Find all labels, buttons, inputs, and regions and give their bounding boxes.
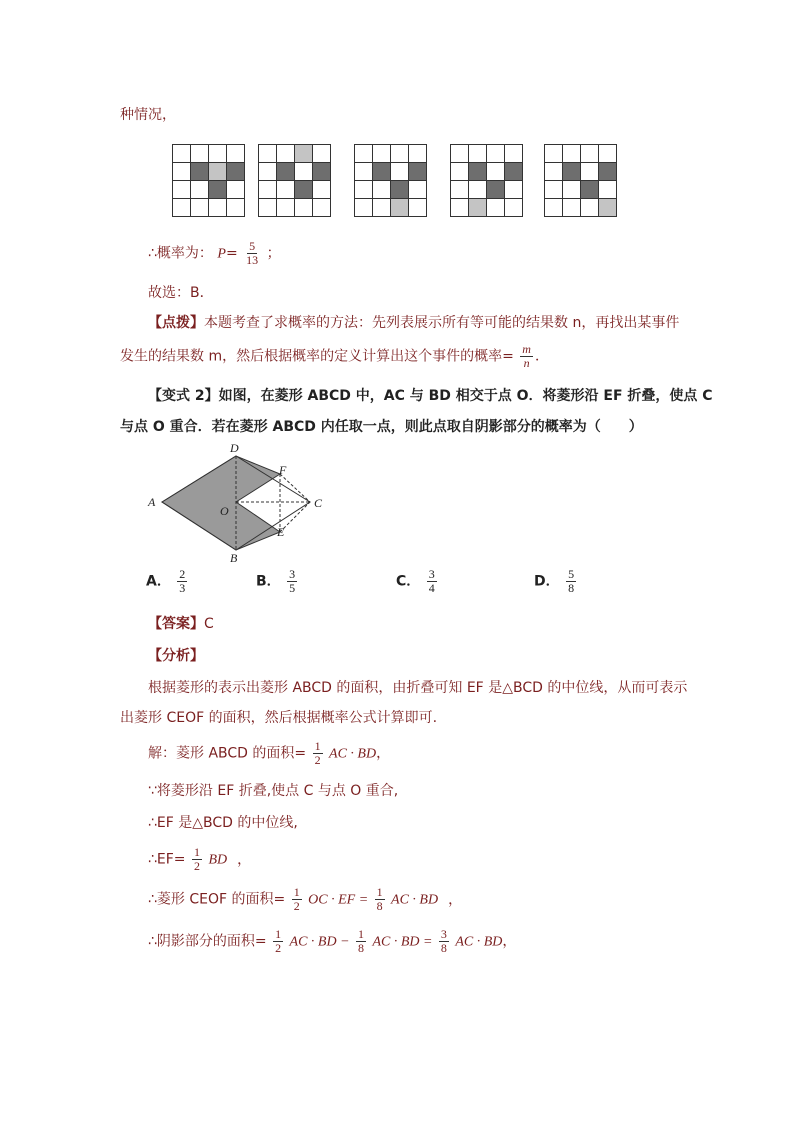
grid-cell (409, 199, 427, 217)
grid-cell (391, 163, 409, 181)
probability-prefix: ∴概率为： (148, 245, 213, 262)
option-letter: C． (396, 573, 421, 590)
fraction-numerator: 1 (314, 739, 321, 753)
math-expression: OC · EF = (308, 892, 369, 908)
step-end: ， (448, 891, 463, 908)
grid-cell (409, 181, 427, 199)
shaded-cell (563, 163, 581, 181)
grid-cell (599, 181, 617, 199)
eighth-fraction (356, 928, 366, 955)
probability-suffix: ； (266, 245, 281, 262)
fraction-numerator: 5 (249, 239, 256, 253)
grid-figure-4 (450, 144, 523, 217)
step-text: ∴菱形 CEOF 的面积= (148, 891, 286, 908)
grid-cell (355, 145, 373, 163)
grid-cell (451, 199, 469, 217)
grid-cell (409, 145, 427, 163)
grid-cell (355, 181, 373, 199)
math-expression: AC · BD = (372, 934, 433, 950)
probability-line (148, 240, 281, 267)
math-expression: AC · BD − (289, 934, 350, 950)
label-c: C (314, 496, 323, 510)
choose-line: 故选：B． (148, 285, 214, 301)
fraction-numerator: 1 (358, 927, 364, 941)
grid-figure-3 (354, 144, 427, 217)
fraction-numerator: 3 (289, 567, 296, 581)
grid-figure-5 (544, 144, 617, 217)
fraction-numerator: 3 (428, 567, 435, 581)
solution-step-5 (148, 886, 462, 913)
hint-end: ． (534, 348, 549, 365)
three-eighths-fraction (439, 928, 449, 955)
fraction-numerator: 3 (440, 927, 447, 941)
grid-cell (313, 145, 331, 163)
grid-cell (505, 199, 523, 217)
question-line-2: 与点 O 重合．若在菱形 ABCD 内任取一点，则此点取自阴影部分的概率为（ ） (120, 419, 643, 435)
grid-cell (599, 145, 617, 163)
grid-cell (191, 199, 209, 217)
grid-cell (469, 181, 487, 199)
shaded-cell (581, 181, 599, 199)
fraction-denominator: 4 (428, 581, 435, 595)
grid-cell (313, 181, 331, 199)
step-text: ∴EF= (148, 851, 186, 868)
label-e: E (277, 525, 285, 539)
edge-fc (280, 474, 310, 502)
math-expression: AC · BD (391, 892, 439, 908)
hint-tag: 【点拨】 (148, 315, 204, 331)
option-fraction (427, 568, 437, 595)
fraction-denominator: 8 (568, 581, 575, 595)
grid-cell (277, 199, 295, 217)
grid-cell (545, 181, 563, 199)
intro-text: 种情况， (120, 107, 176, 123)
fraction-denominator: 2 (275, 941, 282, 955)
grid-cell (191, 145, 209, 163)
math-expression: AC · BD (455, 934, 503, 950)
option-fraction (566, 568, 576, 595)
label-a: A (148, 495, 156, 509)
grid-cell (259, 181, 277, 199)
shaded-cell (295, 181, 313, 199)
solution-step-4 (148, 846, 251, 873)
grid-cell (209, 199, 227, 217)
grid-cell (355, 163, 373, 181)
grid-cell (451, 181, 469, 199)
highlighted-cell (469, 199, 487, 217)
hint-text-1: 本题考查了求概率的方法：先列表展示所有等可能的结果数 n，再找出某事件 (204, 315, 680, 331)
fraction-numerator: 5 (568, 567, 575, 581)
shaded-cell (409, 163, 427, 181)
fraction-denominator: 5 (289, 581, 296, 595)
half-fraction (192, 846, 202, 873)
option-fraction (177, 568, 187, 595)
grid-cell (295, 163, 313, 181)
fraction-denominator: n (523, 356, 530, 370)
grid-cell (227, 181, 245, 199)
option-a[interactable] (146, 568, 189, 595)
grid-cell (581, 145, 599, 163)
label-d: D (230, 441, 239, 455)
shaded-cell (277, 163, 295, 181)
fraction-denominator: 2 (293, 899, 300, 913)
option-letter: A． (146, 573, 171, 590)
equals-sign: = (225, 245, 238, 262)
analysis-tag: 【分析】 (148, 648, 204, 664)
option-letter: D． (534, 573, 560, 590)
grid-cell (173, 163, 191, 181)
solution-step-3: ∴EF 是△BCD 的中位线, (148, 815, 298, 831)
shaded-cell (227, 163, 245, 181)
grid-cell (581, 163, 599, 181)
rhombus-figure (140, 436, 340, 566)
fraction-denominator: 2 (314, 753, 321, 767)
grid-cell (373, 145, 391, 163)
fraction-denominator: 2 (194, 859, 200, 873)
option-b[interactable] (256, 568, 299, 595)
grid-cell (505, 145, 523, 163)
half-fraction (292, 886, 302, 913)
shaded-cell (373, 163, 391, 181)
step-text: 解：菱形 ABCD 的面积= (148, 745, 307, 762)
fraction-numerator: 2 (179, 567, 186, 581)
fraction-numerator: m (522, 342, 531, 356)
grid-cell (227, 199, 245, 217)
option-c[interactable] (396, 568, 439, 595)
option-fraction (287, 568, 297, 595)
grid-cell (191, 181, 209, 199)
grid-cell (295, 199, 313, 217)
solution-step-1 (148, 740, 390, 767)
analysis-line-2: 出菱形 CEOF 的面积，然后根据概率公式计算即可. (120, 710, 438, 726)
grid-cell (545, 145, 563, 163)
probability-fraction (244, 240, 260, 267)
grid-cell (277, 145, 295, 163)
grid-cell (391, 145, 409, 163)
grid-cell (581, 199, 599, 217)
fraction-numerator: 1 (376, 885, 383, 899)
eighth-fraction (375, 886, 385, 913)
grid-cell (451, 145, 469, 163)
shaded-cell (209, 181, 227, 199)
grid-cell (545, 163, 563, 181)
highlighted-cell (209, 163, 227, 181)
hint-line-2 (120, 343, 549, 370)
shaded-cell (505, 163, 523, 181)
fraction-numerator: 1 (194, 845, 200, 859)
shaded-region (162, 456, 280, 550)
grid-cell (313, 199, 331, 217)
highlighted-cell (295, 145, 313, 163)
grid-cell (373, 199, 391, 217)
grid-cell (563, 181, 581, 199)
grid-cell (563, 199, 581, 217)
grid-cell (487, 199, 505, 217)
shaded-cell (469, 163, 487, 181)
grid-cell (451, 163, 469, 181)
hint-fraction (520, 343, 533, 370)
highlighted-cell (391, 199, 409, 217)
option-letter: B． (256, 573, 281, 590)
grid-cell (173, 145, 191, 163)
solution-step-6 (148, 928, 516, 955)
grid-cell (373, 181, 391, 199)
grid-cell (487, 163, 505, 181)
hint-text-2: 发生的结果数 m，然后根据概率的定义计算出这个事件的概率= (120, 348, 514, 365)
fraction-denominator: 8 (440, 941, 447, 955)
shaded-cell (313, 163, 331, 181)
hint-line-1 (148, 312, 679, 332)
grid-cell (469, 145, 487, 163)
analysis-line-1: 根据菱形的表示出菱形 ABCD 的面积，由折叠可知 EF 是△BCD 的中位线，从而可表示 (148, 680, 688, 696)
step-text: ∴阴影部分的面积= (148, 933, 267, 950)
shaded-cell (487, 181, 505, 199)
fraction-denominator: 13 (246, 253, 259, 267)
grid-cell (173, 181, 191, 199)
answer-line (148, 613, 214, 633)
answer-tag: 【答案】 (148, 616, 204, 632)
half-fraction (273, 928, 283, 955)
fraction-denominator: 3 (179, 581, 186, 595)
option-d[interactable] (534, 568, 578, 595)
grid-cell (505, 181, 523, 199)
half-fraction (313, 740, 323, 767)
label-b: B (230, 551, 238, 565)
shaded-cell (191, 163, 209, 181)
probability-symbol: P (217, 246, 226, 262)
fraction-numerator: 1 (293, 885, 300, 899)
fraction-numerator: 1 (275, 927, 282, 941)
fraction-denominator: 8 (376, 899, 383, 913)
grid-cell (277, 181, 295, 199)
label-o: O (220, 504, 229, 518)
math-expression: AC · BD (329, 746, 377, 762)
step-end: ， (502, 933, 517, 950)
step-end: ， (237, 851, 252, 868)
math-expression: BD (208, 852, 228, 868)
answer-value: C (204, 616, 214, 632)
grid-cell (487, 145, 505, 163)
label-f: F (279, 463, 287, 477)
grid-cell (355, 199, 373, 217)
grid-cell (227, 145, 245, 163)
grid-cell (259, 145, 277, 163)
grid-cell (209, 145, 227, 163)
question-line-1: 【变式 2】如图，在菱形 ABCD 中，AC 与 BD 相交于点 O．将菱形沿 EF 折叠，使点 C (148, 388, 713, 404)
grid-cell (173, 199, 191, 217)
solution-step-2: ∵将菱形沿 EF 折叠,使点 C 与点 O 重合, (148, 783, 399, 799)
grid-figure-2 (258, 144, 331, 217)
fraction-denominator: 8 (358, 941, 364, 955)
edge-ec (280, 502, 310, 532)
shaded-cell (599, 163, 617, 181)
grid-cell (545, 199, 563, 217)
grid-cell (563, 145, 581, 163)
grid-figure-1 (172, 144, 245, 217)
grid-cell (259, 199, 277, 217)
grid-cell (259, 163, 277, 181)
highlighted-cell (599, 199, 617, 217)
shaded-cell (391, 181, 409, 199)
step-end: ， (376, 745, 391, 762)
